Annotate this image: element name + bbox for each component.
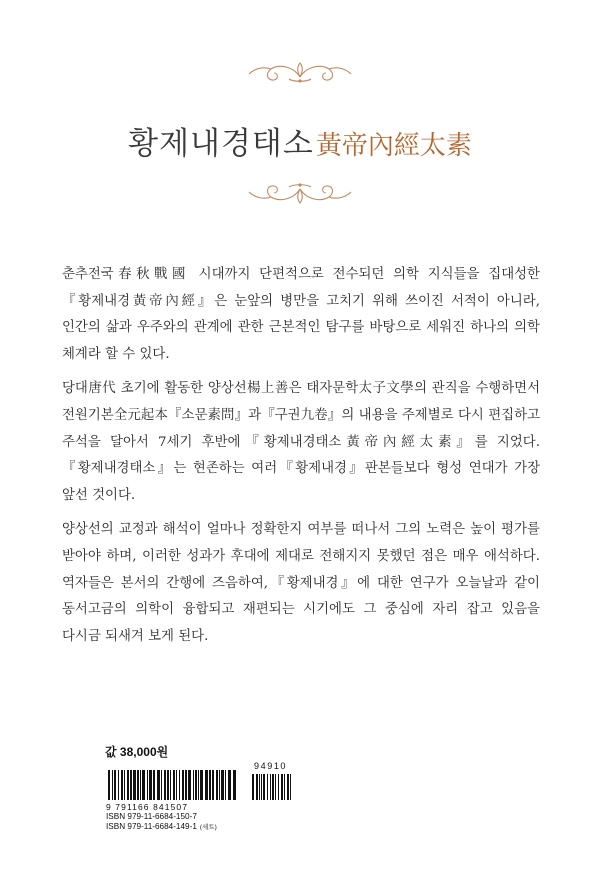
barcode-stripe	[157, 770, 160, 800]
barcode-stripe	[219, 770, 220, 800]
barcode-stripe	[188, 770, 191, 800]
isbn-line	[106, 822, 217, 831]
barcode-addon-stripe	[281, 774, 283, 800]
barcode-addon-stripe	[278, 774, 279, 800]
barcode-addon-stripe	[252, 774, 254, 800]
barcode-stripe	[228, 770, 231, 800]
isbn-number: ISBN 979-11-6684-150-7	[106, 812, 197, 821]
barcode-addon-stripe	[287, 774, 289, 800]
isbn-line	[106, 812, 200, 821]
barcode-stripe	[233, 770, 236, 800]
barcode-stripe	[212, 770, 214, 800]
top-ornament	[0, 52, 600, 92]
barcode-stripe	[153, 770, 155, 800]
barcode-stripe	[225, 770, 226, 800]
barcode-stripe	[205, 770, 208, 800]
barcode-stripe	[149, 770, 152, 800]
barcode-stripe	[118, 770, 119, 800]
barcode-addon-stripe	[267, 774, 268, 800]
barcode-stripe	[137, 770, 139, 800]
isbn-barcode	[106, 760, 336, 864]
barcode-addon-stripe	[256, 774, 258, 800]
barcode-stripe	[209, 770, 211, 800]
description-paragraph: 당대唐代 초기에 활동한 양상선楊上善은 태자문학太子文學의 관직을 수행하면서 전원기본全元起本『소문素問』과『구권九卷』의 내용을 주제별로 다시 편집하고 주석을 달아서 7세기 후반에『황제내경태소黃帝內經太素』를 지었다.『황제내경태소』는 현존하는 여러『황제내경』판본들보다 형성 연대가 가장 앞선 것이다.	[62, 381, 540, 503]
barcode-stripe	[124, 770, 125, 800]
barcode-stripe	[133, 770, 136, 800]
barcode-addon-stripe	[263, 774, 265, 800]
book-title	[0, 118, 600, 163]
barcode-stripe	[173, 770, 175, 800]
barcode-stripe	[170, 770, 171, 800]
barcode-stripe	[142, 770, 145, 800]
barcode-addon-stripe	[261, 774, 262, 800]
barcode-stripe	[185, 770, 187, 800]
barcode-stripe	[195, 770, 197, 800]
barcode-stripe	[108, 770, 110, 800]
barcode-addon-stripe	[275, 774, 276, 800]
flourish-ornament-icon	[245, 52, 355, 92]
book-description	[62, 262, 540, 658]
barcode-stripe	[112, 770, 113, 800]
flourish-ornament-icon	[245, 174, 355, 214]
barcode-stripe	[121, 770, 123, 800]
title-hanja: 黃帝內經太素	[315, 131, 472, 161]
barcode-stripe	[179, 770, 180, 800]
barcode-stripe	[127, 770, 129, 800]
addon-digits: 94910	[254, 761, 288, 771]
barcode-stripe	[164, 770, 166, 800]
isbn-digits: 9 791166 841507	[106, 802, 189, 812]
barcode-stripe	[114, 770, 116, 800]
barcode-stripe	[140, 770, 141, 800]
barcode-stripe	[200, 770, 203, 800]
title-korean: 황제내경태소	[128, 126, 314, 162]
barcode-stripe	[193, 770, 194, 800]
barcode-addon-stripe	[270, 774, 271, 800]
barcode-addon-stripe	[272, 774, 274, 800]
barcode-addon-stripe	[290, 774, 291, 800]
isbn-note: (세트)	[199, 824, 217, 831]
isbn-number: ISBN 979-11-6684-149-1	[106, 822, 197, 831]
barcode-stripe	[167, 770, 169, 800]
description-paragraph: 춘추전국春秋戰國 시대까지 단편적으로 전수되던 의학 지식들을 집대성한『황제내경黃帝內經』은 눈앞의 병만을 고치기 위해 쓰이진 서적이 아니라, 인간의 삶과 우주와의 관계에 관한 근본적인 탐구를 바탕으로 세워진 하나의 의학 체계라 할 수 있다.	[62, 267, 540, 362]
barcode-bars	[106, 770, 296, 802]
barcode-stripe	[147, 770, 148, 800]
bottom-ornament	[0, 174, 600, 214]
barcode-stripe	[182, 770, 184, 800]
barcode-addon-stripe	[259, 774, 260, 800]
description-paragraph: 양상선의 교정과 해석이 얼마나 정확한지 여부를 떠나서 그의 노력은 높이 평가를 받아야 하며, 이러한 성과가 후대에 제대로 전해지지 못했던 점은 매우 애석하다. 역자들은 본서의 간행에 즈음하여,『황제내경』에 대한 연구가 오늘날과 같이 동서고금의 의학이 융합되고 재편되는 시기에도 그 중심에 자리 잡고 있음을 다시금 되새겨 보게 된다.	[62, 522, 540, 644]
barcode-addon-stripe	[284, 774, 285, 800]
barcode-stripe	[198, 770, 199, 800]
barcode-stripe	[176, 770, 177, 800]
price-label: 값 38,000원	[105, 745, 169, 759]
barcode-stripe	[130, 770, 132, 800]
barcode-stripe	[216, 770, 218, 800]
barcode-stripe	[221, 770, 224, 800]
barcode-stripe	[161, 770, 162, 800]
